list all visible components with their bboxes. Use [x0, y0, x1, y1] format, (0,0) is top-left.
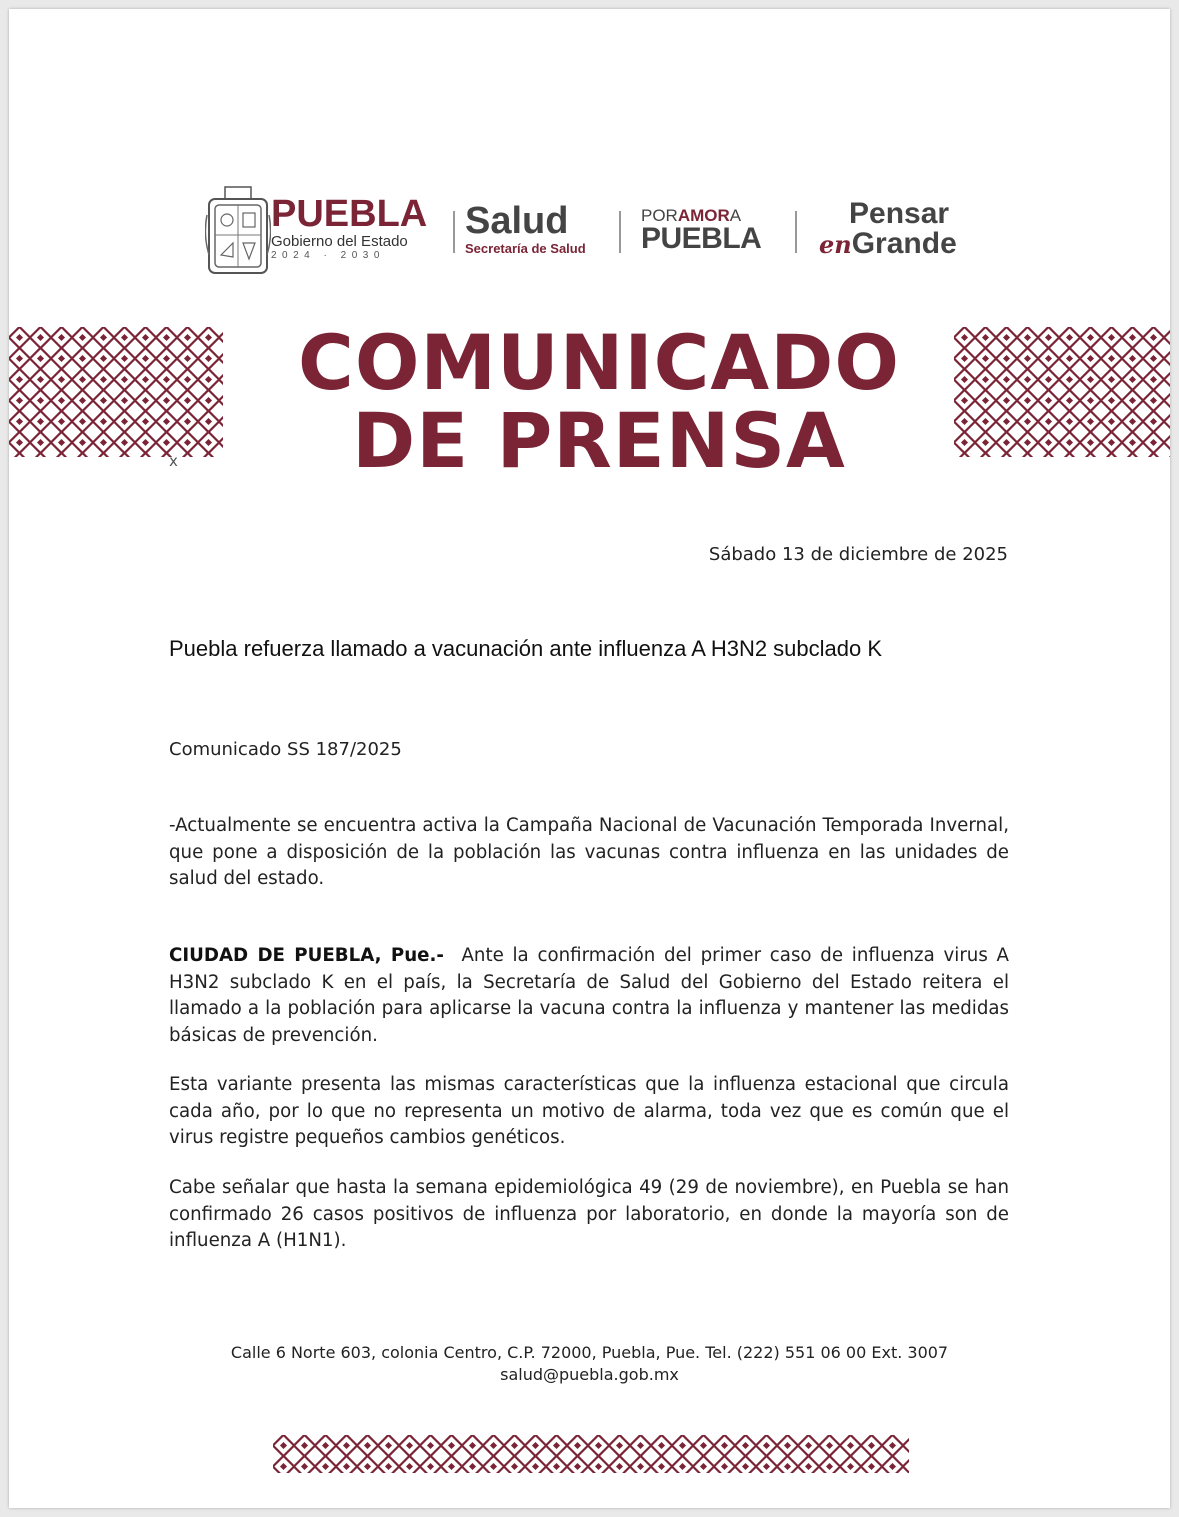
decorative-pattern-bottom — [273, 1435, 909, 1473]
logo-divider — [453, 211, 455, 253]
footer-email[interactable]: salud@puebla.gob.mx — [500, 1365, 679, 1384]
puebla-logo-years: 2024 · 2030 — [271, 250, 385, 261]
stray-mark: x — [169, 452, 178, 470]
logo-divider — [619, 211, 621, 253]
puebla-logo-title: PUEBLA — [271, 193, 428, 235]
pensar-logo-line1: Pensar — [849, 197, 950, 230]
pensar-logo-line2: enGrande — [819, 227, 957, 260]
press-release-page — [9, 9, 1170, 1508]
puebla-government-logo — [271, 195, 427, 261]
amor-logo-line2: PUEBLA — [641, 222, 762, 255]
paragraph-lead-text: Ante la confirmación del primer caso de influenza virus A H3N2 subclado K en el país, la Secretaría de Salud del Gobierno del Estado reitera el llamado a la población para aplicarse la vacuna contra la influenza y mantener las medidas básicas de prevención. — [169, 945, 1009, 1046]
state-seal-icon — [205, 185, 271, 277]
salud-logo — [465, 201, 586, 256]
paragraph-cases: Cabe señalar que hasta la semana epidemiológica 49 (29 de noviembre), en Puebla se han confirmado 26 casos positivos de influenza por laboratorio, en donde la mayoría son de influenza A (H1N1). — [169, 1177, 1009, 1251]
decorative-pattern-right — [954, 327, 1170, 457]
pensar-en-grande-logo — [819, 199, 957, 260]
salud-logo-title: Salud — [465, 200, 569, 242]
decorative-pattern-left — [9, 327, 223, 457]
salud-logo-subtitle: Secretaría de Salud — [465, 241, 586, 256]
title-line-2: DE PRENSA — [352, 396, 846, 485]
footer-address: Calle 6 Norte 603, colonia Centro, C.P. 72000, Puebla, Pue. Tel. (222) 551 06 00 Ext. 3007 — [230, 1343, 949, 1362]
amor-logo-line1: PORAMORA — [641, 206, 742, 225]
logo-header — [9, 181, 1170, 285]
press-release-title — [269, 318, 929, 485]
paragraph-summary: -Actualmente se encuentra activa la Campaña Nacional de Vacunación Temporada Invernal, que pone a disposición de la población las vacunas contra influenza en las unidades de salud del estado. — [169, 815, 1009, 889]
headline: Puebla refuerza llamado a vacunación ante influenza A H3N2 subclado K — [169, 636, 883, 661]
title-line-1: COMUNICADO — [298, 318, 900, 407]
comunicado-id: Comunicado SS 187/2025 — [169, 739, 402, 760]
paragraph-variant: Esta variante presenta las mismas características que la influenza estacional que circula cada año, por lo que no representa un motivo de alarma, toda vez que es común que el virus registre pequeños cambios genéticos. — [169, 1074, 1009, 1148]
release-date: Sábado 13 de diciembre de 2025 — [708, 544, 1008, 565]
logo-divider — [795, 211, 797, 253]
dateline: CIUDAD DE PUEBLA, Pue.- — [169, 945, 444, 966]
puebla-logo-subtitle: Gobierno del Estado — [271, 233, 408, 250]
paragraph-lead — [169, 943, 1009, 1049]
por-amor-a-puebla-logo — [641, 207, 761, 253]
